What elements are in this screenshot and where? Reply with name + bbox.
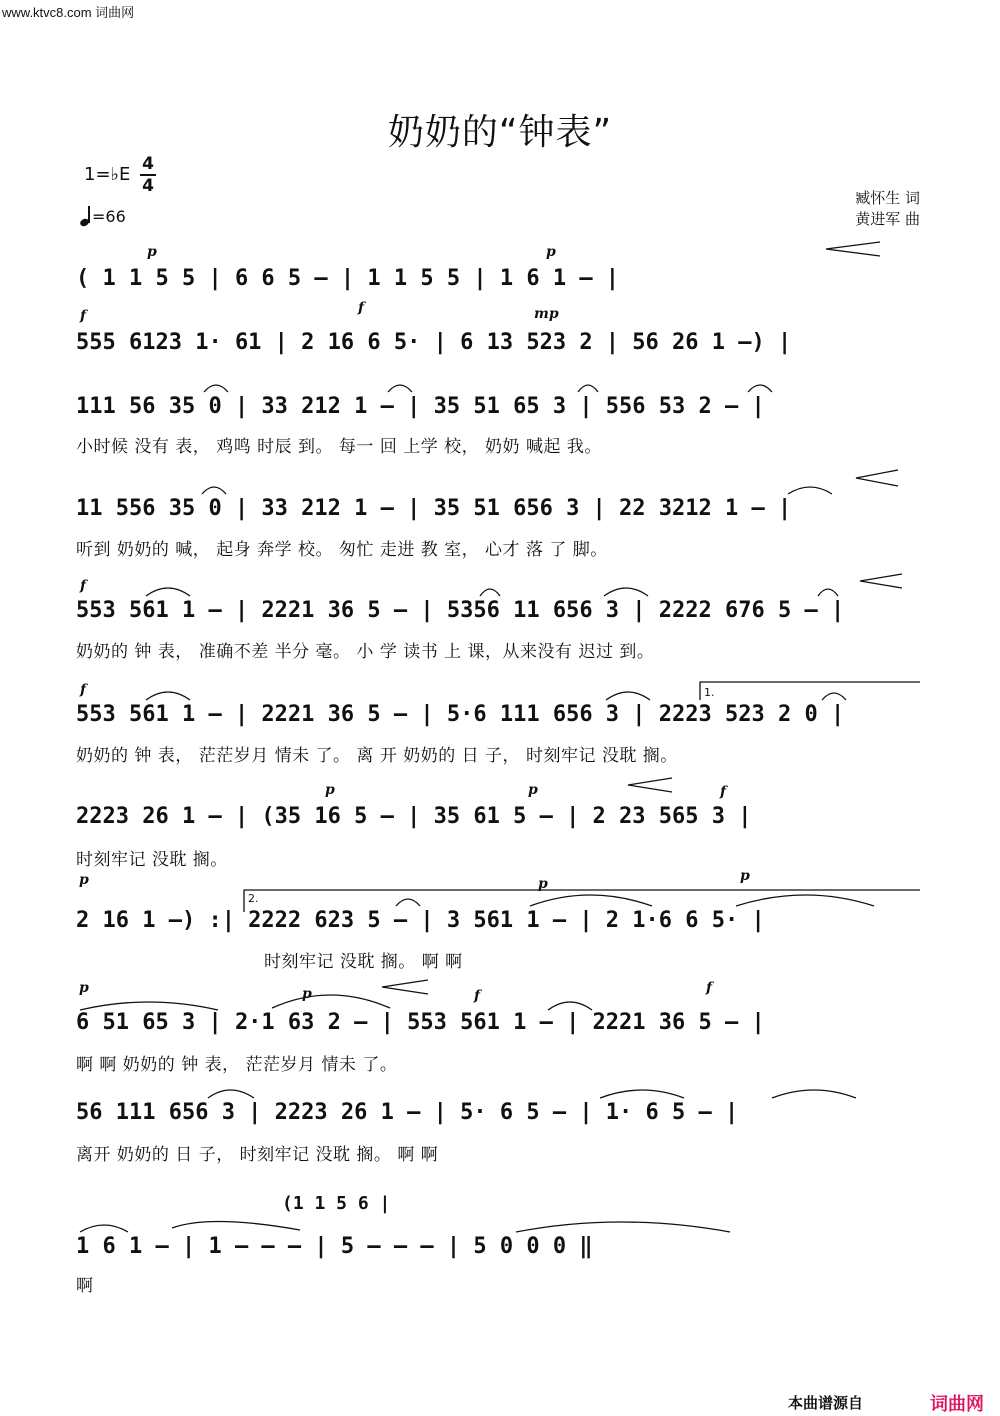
music-line-9: 6 51 65 3 | 2·1 63 2 – | 553 561 1 – | 2221 36 5 – | xyxy=(76,1010,765,1035)
slur xyxy=(80,1002,218,1010)
slur xyxy=(202,487,226,494)
footer-source-label: 本曲谱源自 xyxy=(788,1394,864,1412)
music-line-2: 555 6123 1· 61 | 2 16 6 5· | 6 13 523 2 | 56 26 1 –) | xyxy=(76,330,792,355)
time-signature-bottom: 4 xyxy=(142,176,154,196)
lyric-line-8: 时刻牢记 没耽 搁。 啊 啊 xyxy=(264,952,463,972)
dynamic-mark: f xyxy=(80,578,87,594)
slur xyxy=(146,588,190,596)
lyric-line-9: 啊 啊 奶奶的 钟 表， 茫茫岁月 情未 了。 xyxy=(76,1055,398,1075)
lyric-line-3: 小时候 没有 表， 鸡鸣 时辰 到。 每一 回 上学 校， 奶奶 喊起 我。 xyxy=(76,437,602,457)
music-line-3: 111 56 35 0 | 33 212 1 – | 35 51 65 3 | 556 53 2 – | xyxy=(76,394,765,419)
dynamic-mark: f xyxy=(358,300,365,316)
slur xyxy=(204,385,228,392)
time-signature-top: 4 xyxy=(142,154,154,174)
slur xyxy=(736,895,874,906)
crescendo-hairpin xyxy=(860,574,902,588)
lyric-line-5: 奶奶的 钟 表， 准确不差 半分 毫。 小 学 读书 上 课，从来没有 迟过 到。 xyxy=(76,642,655,662)
slur xyxy=(772,1090,856,1098)
tempo-value: =66 xyxy=(92,207,126,226)
music-line-5: 553 561 1 – | 2221 36 5 – | 5356 11 656 3 | 2222 676 5 – | xyxy=(76,598,845,623)
crescendo-hairpin xyxy=(856,470,898,486)
dynamic-mark: p xyxy=(546,244,556,260)
music-line-8: 2 16 1 –) :| 2222 623 5 – | 3 561 1 – | 2 1·6 6 5· | xyxy=(76,908,765,933)
crescendo-hairpin xyxy=(628,778,672,792)
volta-bracket-1 xyxy=(700,682,920,700)
lyricist: 臧怀生 词 xyxy=(855,189,920,207)
crescendo-hairpin xyxy=(382,980,428,994)
music-line-1: ( 1 1 5 5 | 6 6 5 – | 1 1 5 5 | 1 6 1 – | xyxy=(76,266,620,291)
slur xyxy=(748,385,772,392)
music-line-7: 2223 26 1 – | (35 16 5 – | 35 61 5 – | 2 23 565 3 | xyxy=(76,804,752,829)
music-line-6: 553 561 1 – | 2221 36 5 – | 5·6 111 656 3 | 2223 523 2 0 | xyxy=(76,702,845,727)
slur xyxy=(480,589,500,596)
dynamic-mark: p xyxy=(740,868,750,884)
slur xyxy=(606,692,650,700)
time-signature xyxy=(140,155,156,195)
dynamic-mark: mp xyxy=(534,306,559,322)
slur xyxy=(530,895,652,906)
slur xyxy=(548,1002,592,1010)
quarter-note-icon xyxy=(80,206,92,226)
slur xyxy=(272,995,390,1008)
dynamic-mark: p xyxy=(325,782,335,798)
music-line-4: 11 556 35 0 | 33 212 1 – | 35 51 656 3 | 22 3212 1 – | xyxy=(76,496,792,521)
slur xyxy=(208,1090,254,1098)
dynamic-mark: p xyxy=(79,872,89,888)
volta-2-label: 2. xyxy=(248,892,259,905)
volta-1-label: 1. xyxy=(704,686,715,699)
dynamic-mark: p xyxy=(79,980,89,996)
tempo-marking xyxy=(80,206,126,226)
slur xyxy=(146,692,190,700)
slur xyxy=(396,899,420,906)
music-line-11-upper: (1 1 5 6 | xyxy=(282,1193,391,1214)
slur xyxy=(172,1221,300,1230)
slur xyxy=(578,385,598,392)
dynamic-mark: p xyxy=(538,876,548,892)
site-url: www.ktvc8.com 词曲网 xyxy=(2,5,135,20)
dynamic-mark: p xyxy=(302,986,312,1002)
slur xyxy=(600,1090,684,1098)
slur xyxy=(516,1222,730,1232)
slur xyxy=(818,589,838,596)
music-line-10: 56 111 656 3 | 2223 26 1 – | 5· 6 5 – | 1· 6 5 – | xyxy=(76,1100,739,1125)
slur xyxy=(80,1225,128,1232)
slur xyxy=(388,385,412,392)
slur xyxy=(788,487,832,494)
dynamic-mark: f xyxy=(80,682,87,698)
dynamic-mark: f xyxy=(720,784,727,800)
dynamic-mark: f xyxy=(474,988,481,1004)
dynamic-mark: f xyxy=(706,980,713,996)
credits xyxy=(855,188,920,230)
footer-site-name[interactable]: 词曲网 xyxy=(930,1394,984,1415)
slur xyxy=(604,588,648,596)
lyric-line-7: 时刻牢记 没耽 搁。 xyxy=(76,850,228,870)
lyric-line-11: 啊 xyxy=(76,1276,94,1296)
key-signature: 1=♭E xyxy=(84,164,131,185)
composer: 黄进军 曲 xyxy=(855,210,920,228)
dynamic-mark: p xyxy=(528,782,538,798)
dynamic-mark: f xyxy=(80,308,87,324)
slur xyxy=(822,693,846,700)
lyric-line-4: 听到 奶奶的 喊， 起身 奔学 校。 匆忙 走进 教 室， 心才 落 了 脚。 xyxy=(76,540,608,560)
dynamic-mark: p xyxy=(147,244,157,260)
lyric-line-10: 离开 奶奶的 日 子， 时刻牢记 没耽 搁。 啊 啊 xyxy=(76,1145,439,1165)
lyric-line-6: 奶奶的 钟 表， 茫茫岁月 情未 了。 离 开 奶奶的 日 子， 时刻牢记 没耽 搁。 xyxy=(76,746,678,766)
music-line-11: 1 6 1 – | 1 – – – | 5 – – – | 5 0 0 0 ‖ xyxy=(76,1234,593,1259)
crescendo-hairpin xyxy=(826,242,880,256)
page-title: 奶奶的“钟表” xyxy=(387,112,613,153)
